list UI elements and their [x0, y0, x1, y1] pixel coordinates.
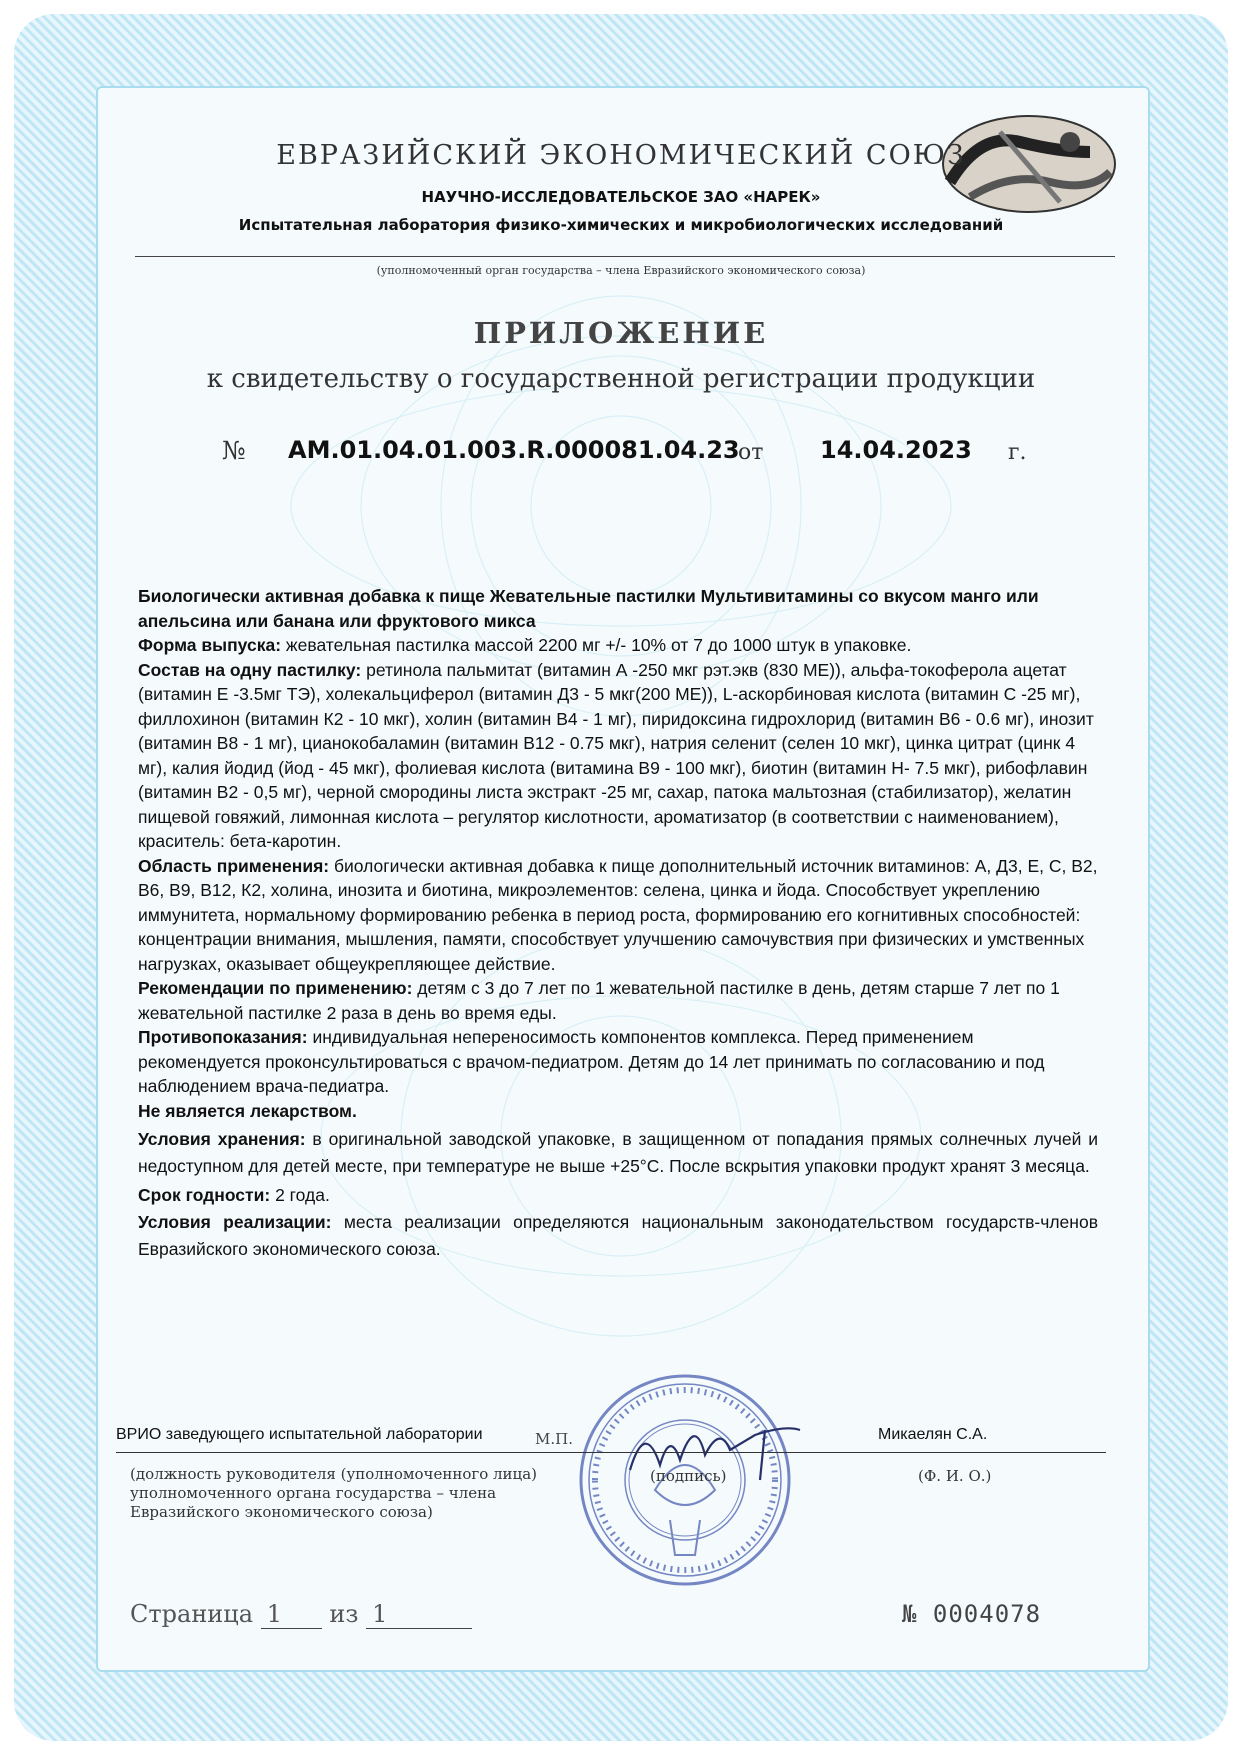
authority-caption: (уполномоченный орган государства – члена Евразийского экономического союза) — [376, 264, 866, 277]
year-suffix: г. — [1008, 440, 1027, 465]
composition-section — [138, 658, 1098, 854]
organization-name: НАУЧНО-ИССЛЕДОВАТЕЛЬСКОЕ ЗАО «НАРЕК» — [421, 188, 821, 206]
contraindications-text: индивидуальная непереносимость компонентов комплекса. Перед применением рекомендуется проконсультироваться с врачом-педиатром. Детям до 14 лет принимать по согласованию и под наблюдением врача-педиатра. — [138, 1027, 1045, 1096]
shelf-life-label: Срок годности: — [138, 1185, 271, 1205]
product-description — [138, 584, 1098, 1263]
composition-text: ретинола пальмитат (витамин А -250 мкг рэт.экв (830 МЕ)), альфа-токоферола ацетат (витамин Е -3.5мг ТЭ), холекальциферол (витамин Д3 - 5 мкг(200 МЕ)), L-аскорбиновая кислота (витамин С -25 мг), филлохинон (витамин К2 - 10 мкг), холин (витамин В4 - 1 мг), пиридоксина гидрохлорид (витамин В6 - 0.6 мг), инозит (витамин В8 - 1 мг), цианокобаламин (витамин В12 - 0.75 мкг), натрия селенит (селен 10 мкг), цинка цитрат (цинк 4 мг), калия йодид (йод - 45 мкг), фолиевая кислота (витамина В9 - 100 мкг), биотин (витамин Н- 7.5 мкг), рибофлавин (витамин В2 - 0,5 мг), черной смородины листа экстракт -25 мг, сахар, патока мальтозная (стабилизатор), желатин пищевой говяжий, лимонная кислота – регулятор кислотности, ароматизатор (в соответствии с наименованием), краситель: бета-каротин. — [138, 659, 1094, 851]
page-total: 1 — [366, 1600, 472, 1629]
usage-text: детям с 3 до 7 лет по 1 жевательной пастилке в день, детям старше 7 лет по 1 жевательной пастилке 2 раза в день во время еды. — [138, 978, 1060, 1023]
usage-section — [138, 976, 1098, 1025]
header-divider — [135, 256, 1115, 257]
registration-number: AM.01.04.01.003.R.000081.04.23 — [288, 436, 740, 464]
appendix-subtitle: к свидетельству о государственной регистрации продукции — [206, 364, 1036, 394]
shelf-life-text: 2 года. — [275, 1185, 330, 1205]
signer-name: Микаелян С.А. — [878, 1426, 988, 1443]
signature-line — [116, 1452, 1106, 1453]
laboratory-name: Испытательная лаборатория физико-химических и микробиологических исследований — [238, 216, 1004, 234]
sale-conditions-section — [138, 1209, 1098, 1263]
page-number: 1 — [261, 1600, 322, 1629]
serial-number — [902, 1600, 1041, 1628]
serial-sign: № — [902, 1600, 918, 1628]
from-word: от — [738, 440, 764, 465]
page-counter — [130, 1600, 472, 1629]
contraindications-label: Противопоказания: — [138, 1027, 308, 1047]
storage-section — [138, 1126, 1098, 1180]
shelf-life-section — [138, 1182, 1098, 1209]
sale-conditions-label: Условия реализации: — [138, 1212, 332, 1232]
storage-label: Условия хранения: — [138, 1129, 306, 1149]
serial-value: 0004078 — [932, 1600, 1042, 1628]
form-section — [138, 633, 1098, 658]
registration-date: 14.04.2023 — [820, 436, 972, 464]
storage-text: в оригинальной заводской упаковке, в защищенном от попадания прямых солнечных лучей и недоступном для детей месте, при температуре не выше +25°С. После вскрытия упаковки продукт хранят 3 месяца. — [138, 1129, 1098, 1176]
union-title: ЕВРАЗИЙСКИЙ ЭКОНОМИЧЕСКИЙ СОЮЗ — [276, 140, 966, 171]
scope-text: биологически активная добавка к пище дополнительный источник витаминов: А, Д3, Е, С, В2, В6, В9, В12, К2, холина, инозита и биотина, микроэлементов: селена, цинка и йода. Способствует укреплению иммунитета, нормальному формированию ребенка в период роста, формированию его когнитивных способностей: концентрации внимания, мышления, памяти, способствует улучшению самочувствия при физических и умственных нагрузках, оказывает общеукрепляющее действие. — [138, 855, 1098, 974]
scope-label: Область применения: — [138, 855, 330, 876]
stamp-place-label: М.П. — [535, 1430, 573, 1448]
form-text: жевательная пастилка массой 2200 мг +/- 10% от 7 до 1000 штук в упаковке. — [285, 635, 912, 655]
usage-label: Рекомендации по применению: — [138, 978, 413, 998]
number-sign: № — [222, 436, 246, 465]
of-label: из — [329, 1600, 359, 1628]
page-label: Страница — [130, 1600, 254, 1628]
scope-section — [138, 854, 1098, 977]
fio-caption: (Ф. И. О.) — [918, 1467, 992, 1485]
contraindications-section — [138, 1025, 1098, 1099]
appendix-title: ПРИЛОЖЕНИЕ — [473, 316, 769, 350]
product-name: Биологически активная добавка к пище Жевательные пастилки Мультивитамины со вкусом манго или апельсина или банана или фруктового микса — [138, 586, 1039, 631]
not-drug-note: Не является лекарством. — [138, 1100, 357, 1121]
form-label: Форма выпуска: — [138, 635, 282, 655]
signature-caption: (подпись) — [650, 1467, 727, 1485]
sale-conditions-text: места реализации определяются национальным законодательством государств-членов Евразийского экономического союза. — [138, 1212, 1098, 1259]
composition-label: Состав на одну пастилку: — [138, 659, 362, 680]
position-caption: (должность руководителя (уполномоченного лица) уполномоченного органа государства – члена Евразийского экономического союза) — [130, 1465, 537, 1521]
signer-position: ВРИО заведующего испытательной лаборатории — [116, 1426, 483, 1443]
